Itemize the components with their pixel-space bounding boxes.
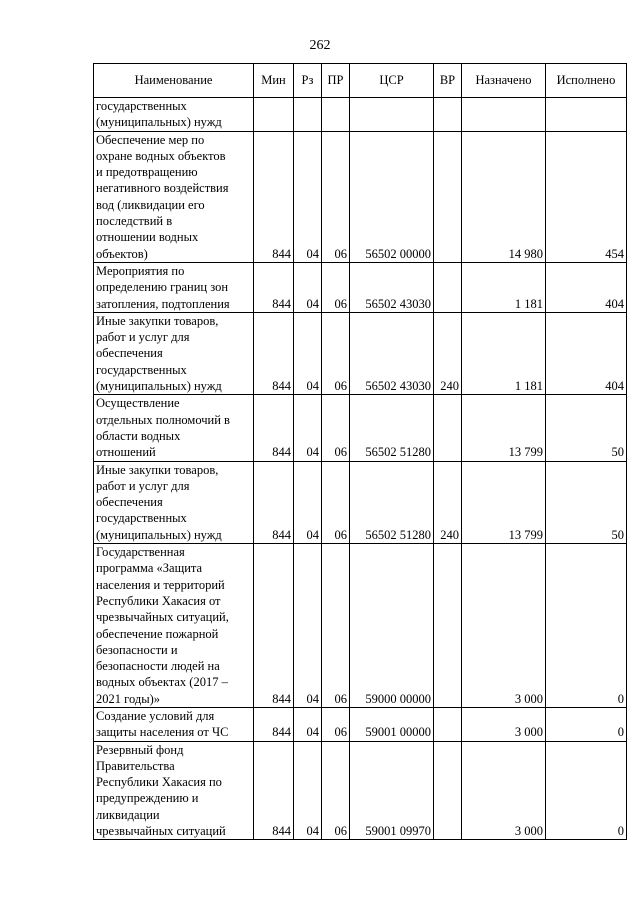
- name-line: программа «Защита: [96, 561, 203, 576]
- name-line: Резервный фонд: [96, 742, 184, 757]
- name-line: Государственная: [96, 545, 185, 560]
- name-line: безопасности людей на: [96, 659, 220, 674]
- name-line: государственных: [96, 99, 187, 113]
- table-row: [94, 544, 627, 708]
- cell-pr: 06: [322, 262, 350, 312]
- name-line: защиты населения от ЧС: [96, 725, 229, 740]
- cell-min: 844: [254, 395, 294, 461]
- table-header-row: [94, 64, 627, 98]
- name-line: вод (ликвидации его: [96, 197, 205, 212]
- cell-assigned: 13 799: [462, 395, 546, 461]
- name-line: отношений: [96, 445, 156, 460]
- budget-table: [93, 63, 627, 840]
- header-col-rz: Рз: [294, 64, 322, 98]
- cell-csr: 56502 51280: [350, 395, 434, 461]
- cell-csr: 56502 00000: [350, 131, 434, 262]
- cell-csr: 56502 43030: [350, 312, 434, 394]
- cell-assigned: 1 181: [462, 312, 546, 394]
- name-line: 2021 годы)»: [96, 691, 161, 706]
- cell-vr: [434, 131, 462, 262]
- cell-vr: [434, 741, 462, 840]
- cell-pr: 06: [322, 395, 350, 461]
- name-line: безопасности и: [96, 642, 178, 657]
- cell-min: [254, 98, 294, 132]
- cell-vr: [434, 395, 462, 461]
- name-line: охране водных объектов: [96, 148, 226, 163]
- name-line: населения и территорий: [96, 577, 225, 592]
- name-line: Республики Хакасия от: [96, 593, 221, 608]
- header-col-name: Наименование: [94, 64, 254, 98]
- cell-executed: 404: [546, 262, 627, 312]
- name-line: Мероприятия по: [96, 263, 185, 278]
- cell-executed: [546, 98, 627, 132]
- name-line: ликвидации: [96, 807, 160, 822]
- cell-pr: 06: [322, 312, 350, 394]
- cell-pr: 06: [322, 707, 350, 741]
- name-line: работ и услуг для: [96, 330, 190, 345]
- cell-pr: 06: [322, 741, 350, 840]
- name-line: государственных: [96, 511, 187, 526]
- cell-csr: 56502 51280: [350, 461, 434, 543]
- cell-min: 844: [254, 312, 294, 394]
- header-col-vr: ВР: [434, 64, 462, 98]
- cell-executed: 404: [546, 312, 627, 394]
- name-line: (муниципальных) нужд: [96, 527, 222, 542]
- cell-pr: 06: [322, 544, 350, 708]
- table-row: [94, 262, 627, 312]
- cell-min: 844: [254, 262, 294, 312]
- name-line: Республики Хакасия по: [96, 775, 222, 790]
- cell-executed: 454: [546, 131, 627, 262]
- cell-rz: 04: [294, 707, 322, 741]
- cell-rz: 04: [294, 312, 322, 394]
- cell-name: [94, 131, 254, 262]
- cell-csr: 59000 00000: [350, 544, 434, 708]
- cell-csr: 59001 00000: [350, 707, 434, 741]
- table-row: [94, 707, 627, 741]
- name-line: обеспечения: [96, 495, 163, 510]
- cell-vr: [434, 707, 462, 741]
- cell-vr: 240: [434, 461, 462, 543]
- cell-assigned: 13 799: [462, 461, 546, 543]
- cell-name: [94, 395, 254, 461]
- cell-executed: 50: [546, 395, 627, 461]
- name-line: Иные закупки товаров,: [96, 313, 219, 328]
- name-line: Правительства: [96, 758, 175, 773]
- table-row: [94, 98, 627, 132]
- table-row: [94, 461, 627, 543]
- cell-min: 844: [254, 741, 294, 840]
- cell-vr: [434, 544, 462, 708]
- cell-vr: [434, 98, 462, 132]
- cell-name: [94, 707, 254, 741]
- header-col-min: Мин: [254, 64, 294, 98]
- cell-name: [94, 98, 254, 132]
- cell-min: 844: [254, 131, 294, 262]
- name-line: (муниципальных) нужд: [96, 115, 222, 130]
- name-line: (муниципальных) нужд: [96, 379, 222, 394]
- cell-name: [94, 312, 254, 394]
- cell-vr: 240: [434, 312, 462, 394]
- name-line: последствий в: [96, 214, 173, 229]
- cell-executed: 0: [546, 707, 627, 741]
- name-line: предупреждению и: [96, 791, 199, 806]
- cell-rz: 04: [294, 395, 322, 461]
- cell-name: [94, 741, 254, 840]
- header-col-assigned: Назначено: [462, 64, 546, 98]
- name-line: и предотвращению: [96, 165, 198, 180]
- cell-assigned: 1 181: [462, 262, 546, 312]
- cell-assigned: 3 000: [462, 544, 546, 708]
- table-body: [94, 98, 627, 840]
- cell-csr: 59001 09970: [350, 741, 434, 840]
- cell-pr: 06: [322, 131, 350, 262]
- name-line: Иные закупки товаров,: [96, 462, 219, 477]
- name-line: объектов): [96, 246, 148, 261]
- name-line: работ и услуг для: [96, 478, 190, 493]
- cell-name: [94, 461, 254, 543]
- page-number: 262: [309, 38, 331, 53]
- name-line: отношении водных: [96, 230, 199, 245]
- name-line: государственных: [96, 362, 187, 377]
- cell-rz: 04: [294, 741, 322, 840]
- cell-min: 844: [254, 707, 294, 741]
- cell-assigned: 14 980: [462, 131, 546, 262]
- cell-executed: 0: [546, 544, 627, 708]
- name-line: негативного воздействия: [96, 181, 229, 196]
- table-row: [94, 312, 627, 394]
- name-line: чрезвычайных ситуаций: [96, 824, 226, 839]
- cell-min: 844: [254, 544, 294, 708]
- cell-rz: 04: [294, 544, 322, 708]
- cell-rz: 04: [294, 131, 322, 262]
- cell-executed: 0: [546, 741, 627, 840]
- name-line: области водных: [96, 428, 181, 443]
- cell-csr: 56502 43030: [350, 262, 434, 312]
- name-line: обеспечения: [96, 346, 163, 361]
- cell-assigned: 3 000: [462, 741, 546, 840]
- name-line: водных объектах (2017 –: [96, 675, 228, 690]
- cell-assigned: [462, 98, 546, 132]
- cell-rz: 04: [294, 461, 322, 543]
- cell-vr: [434, 262, 462, 312]
- table-row: [94, 395, 627, 461]
- cell-pr: 06: [322, 461, 350, 543]
- cell-name: [94, 544, 254, 708]
- cell-name: [94, 262, 254, 312]
- name-line: обеспечение пожарной: [96, 626, 219, 641]
- name-line: Создание условий для: [96, 708, 215, 723]
- cell-csr: [350, 98, 434, 132]
- cell-min: 844: [254, 461, 294, 543]
- cell-assigned: 3 000: [462, 707, 546, 741]
- header-col-pr: ПР: [322, 64, 350, 98]
- table-row: [94, 741, 627, 840]
- name-line: Осуществление: [96, 396, 180, 411]
- cell-rz: [294, 98, 322, 132]
- table-row: [94, 131, 627, 262]
- cell-rz: 04: [294, 262, 322, 312]
- name-line: затопления, подтопления: [96, 296, 230, 311]
- cell-executed: 50: [546, 461, 627, 543]
- name-line: отдельных полномочий в: [96, 412, 230, 427]
- cell-pr: [322, 98, 350, 132]
- name-line: чрезвычайных ситуаций,: [96, 610, 229, 625]
- header-col-executed: Исполнено: [546, 64, 627, 98]
- name-line: определению границ зон: [96, 280, 229, 295]
- name-line: Обеспечение мер по: [96, 132, 205, 147]
- header-col-csr: ЦСР: [350, 64, 434, 98]
